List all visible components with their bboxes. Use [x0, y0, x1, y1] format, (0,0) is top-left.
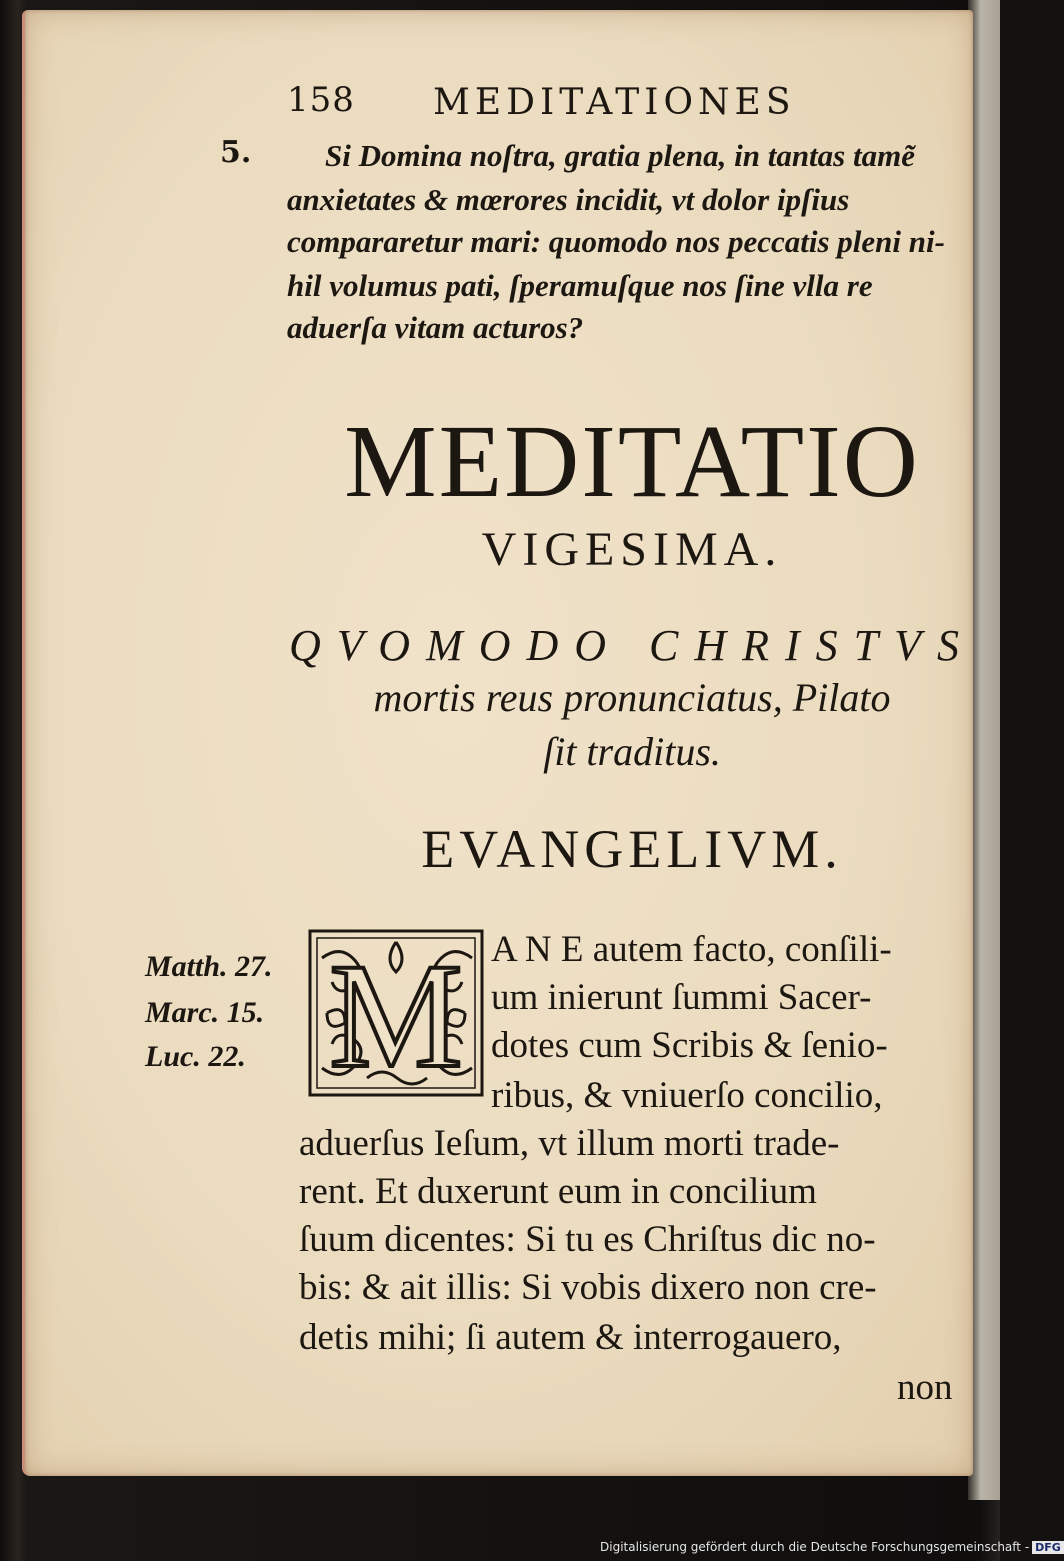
- quomodo-line: ſit traditus.: [543, 729, 721, 774]
- decorated-initial-icon: [307, 928, 485, 1098]
- running-head: MEDITATIONES: [433, 82, 796, 123]
- digitization-footer: [600, 1540, 1064, 1554]
- body-line: bis: & ait illis: Si vobis dixero non cre-: [299, 1267, 877, 1308]
- initial-letter: M: [329, 933, 463, 1099]
- margin-reference: Luc. 22.: [145, 1040, 246, 1073]
- margin-reference: Matth. 27.: [145, 950, 273, 983]
- body-line: ribus, & vniuerſo concilio,: [491, 1075, 883, 1116]
- book-page: [22, 10, 976, 1476]
- margin-reference: Marc. 15.: [145, 996, 265, 1029]
- body-line: A N E autem facto, conſili-: [491, 929, 892, 970]
- quomodo-heading: QVOMODO CHRISTVS: [288, 621, 976, 670]
- prev-text-line: Si Domina noſtra, gratia plena, in tantas tamẽ: [325, 138, 915, 173]
- prev-text-line: hil volumus pati, ſperamuſque nos ſine vlla re: [287, 268, 873, 303]
- quomodo-line: mortis reus pronunciatus, Pilato: [373, 675, 891, 720]
- meditation-subtitle: VIGESIMA.: [481, 523, 783, 576]
- section-heading: EVANGELIVM.: [421, 819, 843, 879]
- point-number: 5.: [220, 135, 252, 170]
- prev-text-line: aduerſa vitam acturos?: [287, 310, 584, 345]
- body-line: detis mihi; ſi autem & interrogauero,: [299, 1317, 842, 1358]
- body-line: ſuum dicentes: Si tu es Chriſtus dic no-: [299, 1219, 876, 1260]
- dfg-logo: DFG: [1032, 1541, 1064, 1554]
- body-line: dotes cum Scribis & ſenio-: [491, 1025, 888, 1066]
- prev-text-line: compararetur mari: quomodo nos peccatis pleni ni-: [287, 224, 945, 259]
- body-line: rent. Et duxerunt eum in concilium: [299, 1171, 817, 1212]
- body-line: aduerſus Ieſum, vt illum morti trade-: [299, 1123, 840, 1164]
- body-line: um inierunt ſummi Sacer-: [491, 977, 872, 1018]
- meditation-title: MEDITATIO: [344, 404, 920, 519]
- folio-number: 158: [287, 80, 355, 120]
- prev-text-line: anxietates & mœrores incidit, vt dolor ipſius: [287, 182, 850, 217]
- footer-text: Digitalisierung gefördert durch die Deutsche Forschungsgemeinschaft -: [600, 1540, 1030, 1554]
- catchword: non: [897, 1367, 953, 1408]
